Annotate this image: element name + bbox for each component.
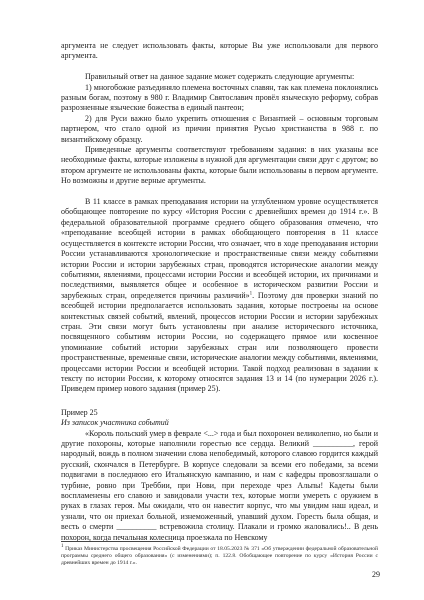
footnote-reference[interactable]: 1	[249, 291, 253, 297]
footnote-divider	[61, 541, 173, 542]
source-title: Из записок участника событий	[61, 418, 169, 428]
paragraph-continuation: аргумента не следует использовать факты, которые Вы уже использовали для первого аргумента.	[61, 41, 378, 61]
arguments-evaluation: Приведенные аргументы соответствуют требованиям задания: в них указаны все необходимые факты, которые изложены в нужной для аргументации связи друг с другом; во втором аргументе не использованы факты, которые были использованы в первом аргументе. Но возможны и другие верные аргументы.	[61, 145, 378, 186]
footnote	[61, 546, 378, 568]
paragraph-grade11-tail: . Поэтому для проверки знаний по всеобщей истории предполагается использовать задания, которые построены на основе контекстных связей событий, явлений, процессов истории России и истории зарубежных стран. Эти связи могут быть установлены при анализе исторического источника, посвященного событиям истории России, но содержащего прямое или косвенное упоминание событий истории зарубежных стран или позволяющего провести пространственные, временные связи, исторические аналогии между событиями, явлениями, процессами истории России и всеобщей истории. Такой подход реализован в задании к тексту по истории России, к которому относятся задания 13 и 14 (по нумерации 2026 г.). Приведем пример нового задания (пример 25).	[61, 290, 378, 394]
footnote-mark: 1	[61, 544, 64, 550]
answer-intro: Правильный ответ на данное задание может содержать следующие аргументы:	[85, 72, 355, 82]
example-title: Пример 25	[61, 407, 98, 417]
main-text	[61, 41, 378, 543]
source-quote: «Король польский умер в феврале <...> года и был похоронен великолепно, но были и другие похороны, которые наполнили горестью все сердца. Великий __________, герой народный, вождь в полном значении слова непобедимый, которого славою гордится каждый русский, скончался в Петербурге. В корпусе следовали за всеми его победами, за всеми подвигами в последнюю его Итальянскую кампанию, и нам с кафедры провозглашали о турбине, ровно при Треббии, при Нови, при переходе чрез Альпы! Кадеты были воспламенены его славою и завидовали участи тех, которые могли умереть с оружием в руках в глазах героя. Мы ожидали, что он навестит корпус, что мы увидим наш идеал, и узнали, что он приехал больной, изнеможенный, упавший духом. Горесть была общая, и весть о смерти __________ встревожила столицу. Плакали и громко жаловались!.. В день похорон, когда печальная колесница проезжала по Невскому	[61, 428, 378, 542]
argument-1: 1) многобожие разъединяло племена восточных славян, так как племена поклонялись разным богам, поэтому в 980 г. Владимир Святославич провёл языческую реформу, собрав разрозненные языческие божества в единый пантеон;	[61, 82, 378, 113]
footnote-text: Приказ Министерства просвещения Российской Федерации от 18.05.2023 № 371 «Об утверждении федеральной образовательной программы среднего общего образования» (с изменениями); п. 122.8. Обобщающее повторение по курсу «История России с древнейших времен до 1914 г.».	[61, 546, 378, 567]
paragraph-grade11-text: В 11 классе в рамках преподавания истории на углубленном уровне осуществляется обобщающее повторение по курсу «История России с древнейших времен до 1914 г.». В федеральной образовательной программе среднего общего образования отмечено, что «преподавание всеобщей истории в рамках обобщающего повторения в 11 классе осуществляется в контексте истории России, что означает, что в ходе преподавания истории России устанавливаются хронологические и пространственные связи между событиями истории России и истории зарубежных стран, проводятся исторические аналогии между событиями, явлениями, процессами истории России и всеобщей истории, их причинами и последствиями, выявляется общее и особенное в историческом развитии России и зарубежных стран, определяется причины различий»	[61, 197, 378, 300]
page-number: 29	[372, 570, 380, 579]
paragraph-grade11	[61, 197, 378, 395]
argument-2: 2) для Руси важно было укрепить отношения с Византией – основным торговым партнером, что стало одной из причин принятия Русью христианства в 988 г. по византийскому образцу.	[61, 113, 378, 144]
